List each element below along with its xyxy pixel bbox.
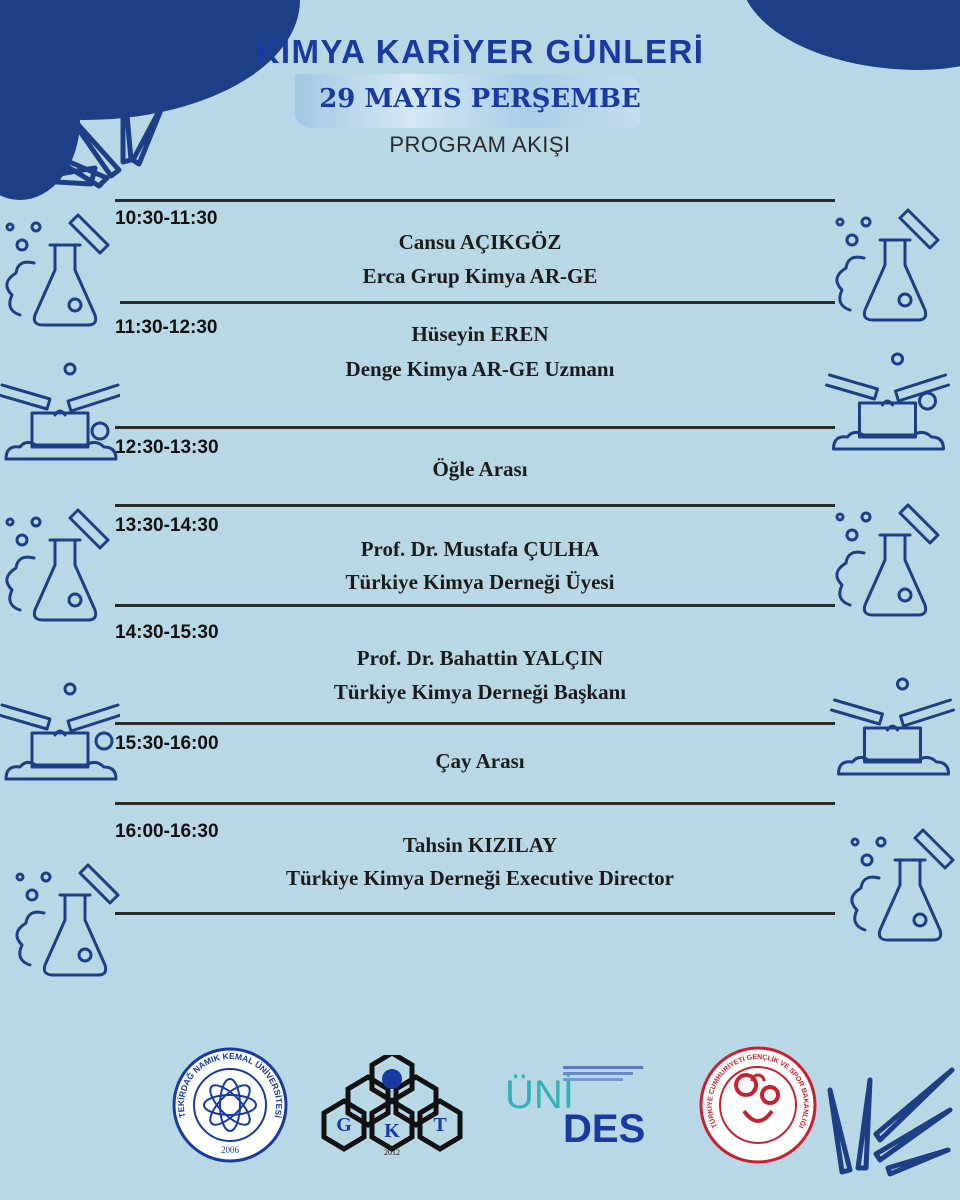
- divider-line: [120, 301, 835, 304]
- youth-sports-ministry-logo: [698, 1045, 818, 1165]
- speaker-name: Prof. Dr. Bahattin YALÇIN: [356, 646, 604, 670]
- speaker-affiliation: Türkiye Kimya Derneği Üyesi: [345, 570, 615, 594]
- unides-des-text: DES: [563, 1107, 646, 1150]
- speaker-affiliation: Denge Kimya AR-GE Uzmanı: [345, 357, 615, 381]
- gkt-letter-g: G: [336, 1114, 352, 1136]
- flask-doodle-icon: [830, 495, 945, 625]
- test-tubes-doodle-icon: [0, 355, 120, 465]
- speaker-affiliation: Türkiye Kimya Derneği Başkanı: [333, 680, 627, 704]
- nku-logo-year: 2006: [221, 1145, 239, 1155]
- speaker-affiliation: Erca Grup Kimya AR-GE: [362, 264, 598, 288]
- divider-line: [115, 426, 835, 429]
- divider-line: [115, 912, 835, 915]
- flask-doodle-icon: [830, 200, 945, 330]
- event-date: 29 MAYIS PERŞEMBE: [319, 84, 641, 114]
- page-title: KİMYA KARİYER GÜNLERİ: [255, 33, 705, 70]
- spike-rays-bottom-right-icon: [820, 1050, 960, 1190]
- speaker-name: Hüseyin EREN: [411, 322, 549, 346]
- flask-doodle-icon: [10, 855, 125, 985]
- divider-line: [115, 604, 835, 607]
- time-slot: 12:30-13:30: [115, 437, 219, 458]
- time-slot: 15:30-16:00: [115, 733, 219, 754]
- nku-logo-text: TEKİRDAĞ NAMIK KEMAL ÜNİVERSİTESİ: [175, 1050, 285, 1119]
- namik-kemal-university-logo: [170, 1045, 290, 1165]
- divider-line: [115, 722, 835, 725]
- spike-rays-top-left-icon: [15, 60, 185, 190]
- time-slot: 14:30-15:30: [115, 622, 219, 643]
- flask-doodle-icon: [0, 500, 115, 630]
- speaker-affiliation: Türkiye Kimya Derneği Executive Director: [285, 866, 675, 890]
- gkt-letter-k: K: [384, 1120, 400, 1142]
- test-tubes-doodle-icon: [830, 670, 955, 780]
- gkt-letter-t: T: [433, 1114, 447, 1136]
- break-label: Çay Arası: [435, 749, 525, 773]
- speaker-name: Tahsin KIZILAY: [402, 833, 558, 857]
- divider-line: [115, 504, 835, 507]
- divider-line: [115, 802, 835, 805]
- time-slot: 10:30-11:30: [115, 208, 218, 229]
- gkt-logo: [318, 1055, 466, 1167]
- flask-doodle-icon: [845, 820, 960, 950]
- time-slot: 11:30-12:30: [115, 317, 218, 338]
- speaker-name: Cansu AÇIKGÖZ: [398, 230, 562, 254]
- unides-uni-text: ÜNİ: [505, 1073, 574, 1117]
- flask-doodle-icon: [0, 205, 115, 335]
- divider-line: [115, 199, 835, 202]
- unides-logo: [505, 1060, 650, 1150]
- test-tubes-doodle-icon: [0, 675, 120, 785]
- time-slot: 13:30-14:30: [115, 515, 219, 536]
- time-slot: 16:00-16:30: [115, 821, 219, 842]
- test-tubes-doodle-icon: [825, 345, 950, 455]
- program-subtitle: PROGRAM AKIŞI: [389, 132, 571, 157]
- ministry-logo-text: TÜRKİYE CUMHURİYETİ GENÇLİK VE SPOR BAKANLIĞI: [706, 1053, 810, 1129]
- speaker-name: Prof. Dr. Mustafa ÇULHA: [360, 537, 600, 561]
- gkt-logo-year: 2012: [384, 1148, 400, 1157]
- break-label: Öğle Arası: [432, 457, 528, 481]
